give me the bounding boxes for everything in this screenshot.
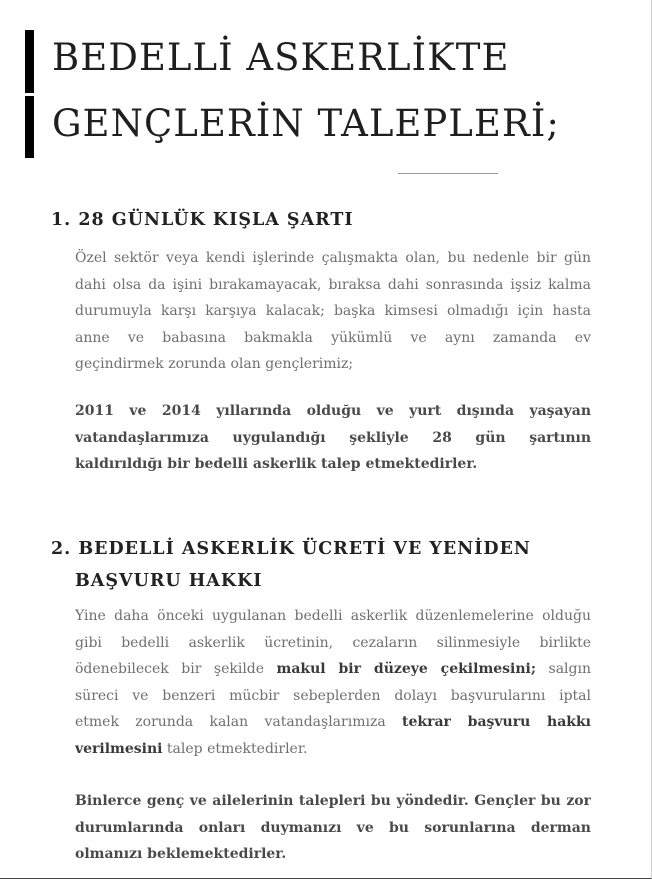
text-run: etmek zorunda kalan vatandaşlarımıza	[75, 714, 402, 730]
paragraph-line: süreci ve benzeri mücbir sebeplerden dolayı başvurularını iptal	[75, 687, 591, 704]
paragraph-line	[75, 656, 591, 683]
paragraph-line: geçindirmek zorunda olan gençlerimiz;	[75, 356, 354, 372]
section-2-paragraph-2	[75, 788, 591, 868]
section-1-paragraph-2	[75, 398, 591, 478]
paragraph-line: olmanızı beklemektedirler.	[75, 846, 287, 862]
paragraph-line: durumuyla karşı karşıya kalacak; başka kimsesi olmadığı için hasta	[75, 303, 591, 319]
paragraph-line: Özel sektör veya kendi işlerinde çalışmakta olan, bu nedenle bir gün	[75, 250, 591, 266]
paragraph-line: vatandaşlarımıza uygulandığı şekliyle 28 gün şartının	[75, 429, 591, 446]
section-2-heading-line-2: BAŞVURU HAKKI	[75, 571, 263, 591]
emphasis-text: verilmesini	[75, 740, 163, 757]
paragraph-line: Binlerce genç ve ailelerinin talepleri bu yöndedir. Gençler bu zor	[75, 793, 591, 809]
document-title-line-1: BEDELLİ ASKERLİKTE	[52, 36, 510, 79]
emphasis-text: makul bir düzeye çekilmesini;	[276, 661, 537, 677]
section-1-paragraph-1	[75, 245, 591, 378]
text-run: salgın	[536, 661, 591, 677]
paragraph-line: Yine daha önceki uygulanan bedelli askerlik düzenlemelerine olduğu	[75, 608, 591, 624]
paragraph-line: 2011 ve 2014 yıllarında olduğu ve yurt dışında yaşayan	[75, 403, 591, 419]
title-accent-gap	[25, 93, 34, 96]
text-run: talep etmektedirler.	[162, 740, 308, 757]
text-run: ödenebilecek bir şekilde	[75, 661, 277, 677]
paragraph-line	[75, 736, 591, 763]
section-1-heading: 1. 28 GÜNLÜK KIŞLA ŞARTI	[51, 210, 354, 230]
paragraph-line: durumlarında onları duymanızı ve bu sorunlarına derman	[75, 819, 591, 836]
title-divider	[398, 173, 498, 174]
paragraph-line: dahi olsa da işini bırakamayacak, bıraksa dahi sonrasında işsiz kalma	[75, 276, 591, 293]
document-title-line-2: GENÇLERİN TALEPLERİ;	[52, 102, 560, 145]
section-2-heading-line-1: 2. BEDELLİ ASKERLİK ÜCRETİ VE YENİDEN	[51, 539, 531, 559]
paragraph-line: anne ve babasına bakmakla yükümlü ve aynı zamanda ev	[75, 329, 591, 346]
paragraph-line: gibi bedelli askerlik ücretinin, cezaların silinmesiyle birlikte	[75, 634, 591, 651]
paragraph-line	[75, 709, 591, 736]
section-2-paragraph-1	[75, 603, 591, 762]
emphasis-text: tekrar başvuru hakkı	[402, 714, 591, 730]
paragraph-line: kaldırıldığı bir bedelli askerlik talep etmektedirler.	[75, 456, 478, 472]
